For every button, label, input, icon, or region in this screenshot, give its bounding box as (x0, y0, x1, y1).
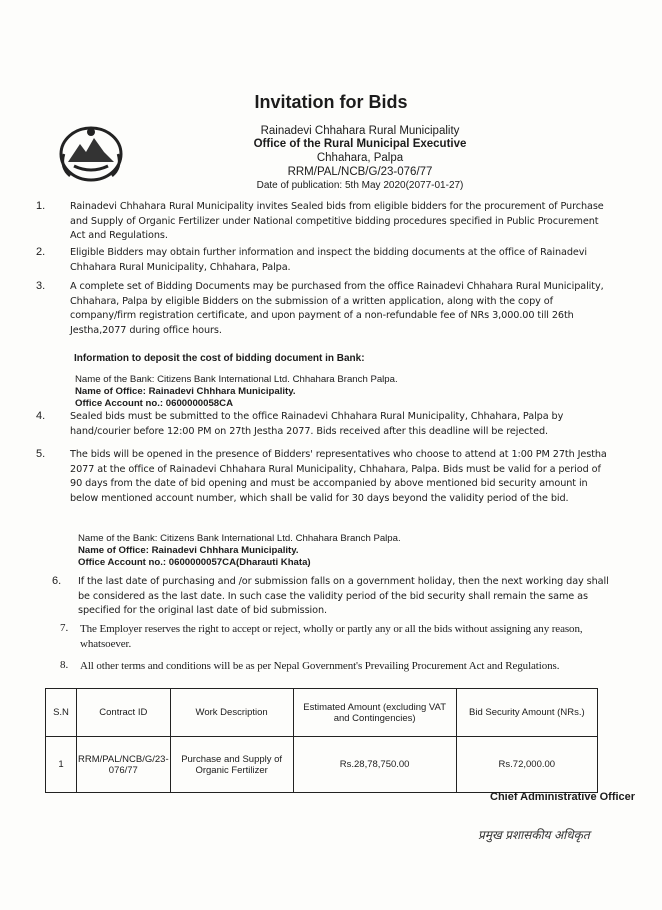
clause-text: A complete set of Bidding Documents may be purchased from the office Rainadevi Chhahara Rural Municipality, Chhahara, Palpa by eligible Bidders on the submission of a written application, along with the copy of company/firm registration certificate, and upon payment of a non-refundable fee of NRs 3,000.00 till 26th Jestha,2077 during office hours. (70, 281, 604, 336)
page-title: Invitation for Bids (254, 92, 408, 112)
clause-number: 5. (36, 448, 46, 460)
cell-work-description: Purchase and Supply of Organic Fertilizer (170, 737, 293, 793)
cell-estimated-amount: Rs.28,78,750.00 (293, 737, 456, 793)
nepal-emblem-icon (56, 118, 126, 188)
bank-name: Name of the Bank: Citizens Bank International Ltd. Chhahara Branch Palpa. (78, 533, 401, 544)
bank-name: Name of the Bank: Citizens Bank International Ltd. Chhahara Branch Palpa. (75, 374, 398, 385)
clause-text: If the last date of purchasing and /or submission falls on a government holiday, then the next working day shall be considered as the last date. In such case the validity period of the bid security shall remain the same as specified for the original last date of bid submission. (78, 576, 609, 616)
bank-section-title: Information to deposit the cost of bidding document in Bank: (74, 353, 365, 364)
header-sn: S.N (46, 689, 77, 737)
header-estimated-amount: Estimated Amount (excluding VAT and Contingencies) (293, 689, 456, 737)
clause-text: The Employer reserves the right to accept or reject, wholly or partly any or all the bids without assigning any reason, whatsoever. (80, 623, 583, 650)
clause-text: All other terms and conditions will be as per Nepal Government's Prevailing Procurement Act and Regulations. (80, 660, 560, 672)
cell-bid-security: Rs.72,000.00 (456, 737, 597, 793)
account-number: Office Account no.: 0600000057CA(Dharauti Khata) (78, 557, 311, 568)
clause-number: 2. (36, 246, 46, 258)
clause-text: Rainadevi Chhahara Rural Municipality invites Sealed bids from eligible bidders for the procurement of Purchase and Supply of Organic Fertilizer under National competitive bidding procedures specified in Public Procurement Act and Regulations. (70, 201, 604, 241)
clause-number: 8. (60, 659, 69, 671)
cell-contract-id: RRM/PAL/NCB/G/23-076/77 (77, 737, 171, 793)
account-number: Office Account no.: 0600000058CA (75, 398, 233, 409)
location: Chhahara, Palpa (316, 152, 404, 164)
clause-number: 4. (36, 410, 46, 422)
clause-text: The bids will be opened in the presence of Bidders' representatives who choose to attend at 1:00 PM 27th Jestha 2077 at the office of Rainadevi Chhahara Rural Municipality, Chhahara, Palpa. Bids must be valid for a period of 90 days from the date of bid opening and must be accompanied by above mentioned bid security amount in below mentioned account number, which shall be valid for 30 days beyond the validity period of the bid. (70, 449, 607, 504)
municipality-name: Rainadevi Chhahara Rural Municipality (260, 125, 460, 137)
clause-number: 6. (52, 575, 62, 587)
clause-text: Eligible Bidders may obtain further information and inspect the bidding documents at the office of Rainadevi Chhahara Rural Municipality, Chhahara, Palpa. (70, 247, 587, 273)
signatory-title: Chief Administrative Officer (490, 791, 636, 803)
stamp-text: प्रमुख प्रशासकीय अधिकृत (478, 828, 590, 842)
table-row (46, 737, 598, 793)
header-bid-security: Bid Security Amount (NRs.) (456, 689, 597, 737)
clause-number: 3. (36, 280, 46, 292)
bid-table (45, 688, 598, 793)
header-contract-id: Contract ID (77, 689, 171, 737)
clause-text: Sealed bids must be submitted to the office Rainadevi Chhahara Rural Municipality, Chhahara, Palpa by hand/courier before 12:00 PM on 27th Jestha 2077. Bids received after this deadline will be rejected. (70, 411, 564, 437)
bank-info-2 (78, 533, 598, 569)
office-name: Office of the Rural Municipal Executive (253, 138, 467, 150)
table-header-row (46, 689, 598, 737)
office-name: Name of Office: Rainadevi Chhhara Municipality. (75, 386, 296, 397)
clause-number: 1. (36, 200, 46, 212)
bank-info-1 (75, 374, 595, 410)
clause-number: 7. (60, 622, 69, 634)
publication-date: Date of publication: 5th May 2020(2077-01-27) (256, 180, 464, 191)
header-work-description: Work Description (170, 689, 293, 737)
reference-number: RRM/PAL/NCB/G/23-076/77 (287, 166, 433, 178)
cell-sn: 1 (46, 737, 77, 793)
office-name: Name of Office: Rainadevi Chhhara Municipality. (78, 545, 299, 556)
